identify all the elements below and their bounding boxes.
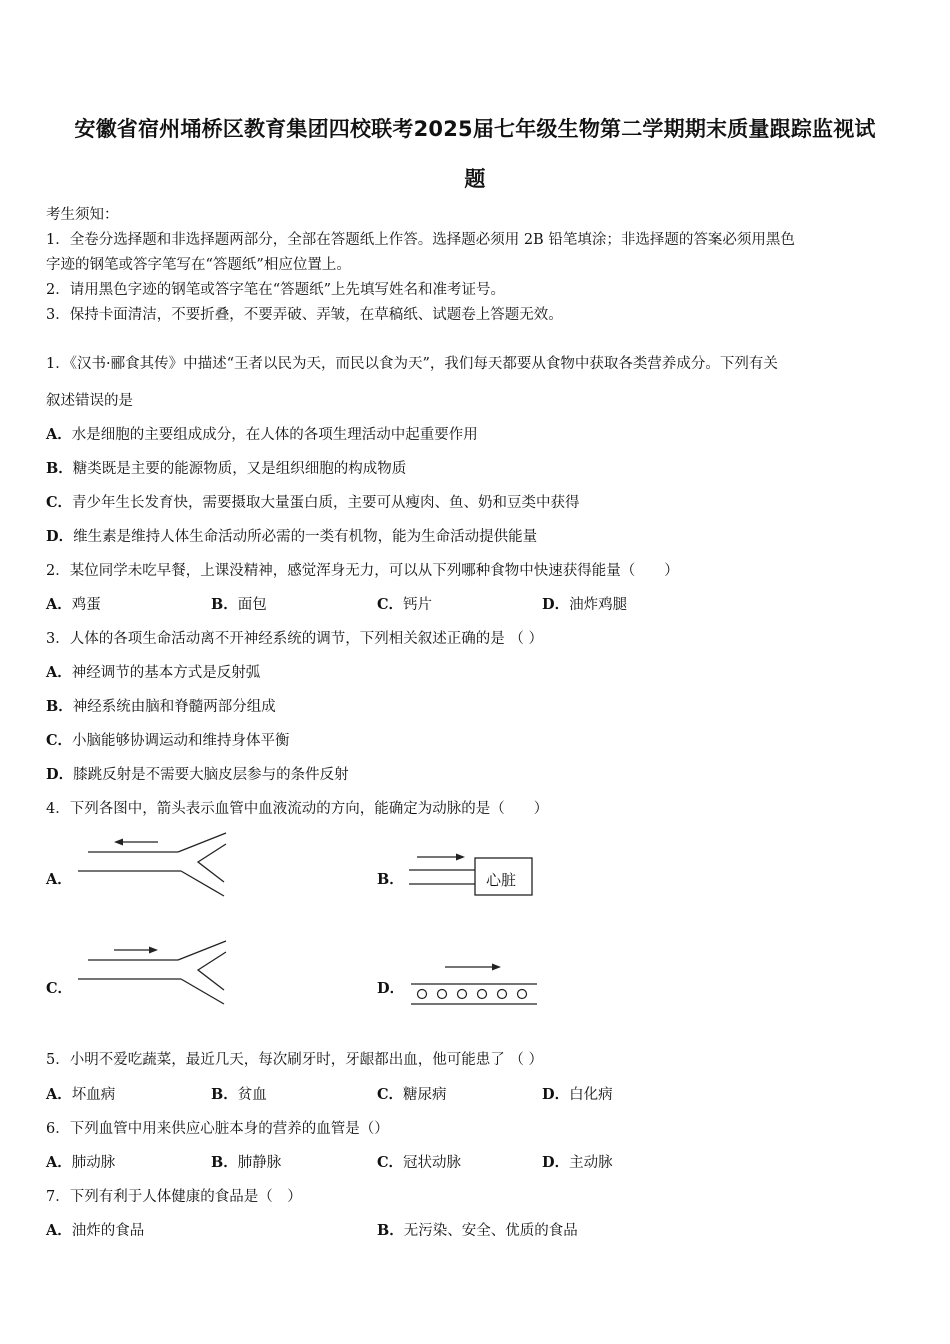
q4-label-d: D．	[377, 980, 405, 997]
option-label: D．	[46, 766, 74, 783]
q7-option-b	[377, 1219, 578, 1240]
q1-option-d	[46, 525, 537, 546]
q5-option-d	[542, 1083, 613, 1104]
option-label: B．	[211, 1086, 238, 1103]
option-text: 油炸鸡腿	[569, 597, 628, 613]
option-text: 白化病	[569, 1087, 613, 1103]
notice-item-1a: 1．全卷分选择题和非选择题两部分，全部在答题纸上作答。选择题必须用 2B 铅笔填涂；非选择题的答案必须用黑色	[46, 232, 795, 248]
q3-option-d	[46, 763, 349, 784]
option-label: A．	[46, 1086, 72, 1103]
exam-title-line2: 题	[464, 167, 486, 191]
q4-label-b: B．	[377, 871, 404, 888]
option-text: 无污染、安全、优质的食品	[403, 1223, 578, 1239]
option-label: B．	[211, 1154, 238, 1171]
option-text: 神经调节的基本方式是反射弧	[71, 665, 261, 681]
option-text: 小脑能够协调运动和维持身体平衡	[72, 733, 290, 749]
option-label: D．	[542, 1086, 570, 1103]
option-text: 主动脉	[569, 1155, 613, 1171]
q4-label-a: A．	[46, 871, 72, 888]
q4-stem: 4．下列各图中，箭头表示血管中血液流动的方向，能确定为动脉的是（ ）	[46, 801, 549, 817]
q5-option-c	[377, 1083, 447, 1104]
q5-option-b	[211, 1083, 267, 1104]
option-label: A．	[46, 426, 72, 443]
option-label: D．	[542, 596, 570, 613]
q3-stem: 3．人体的各项生命活动离不开神经系统的调节，下列相关叙述正确的是 （ ）	[46, 631, 543, 647]
q3-option-a	[46, 661, 260, 682]
q3-option-c	[46, 729, 290, 750]
notice-heading: 考生须知：	[46, 207, 119, 223]
option-label: B．	[46, 698, 73, 715]
option-label: A．	[46, 1154, 72, 1171]
figure-a-vessel-branch	[78, 830, 228, 900]
option-label: B．	[377, 1222, 404, 1239]
q6-option-c	[377, 1151, 461, 1172]
option-text: 肺动脉	[71, 1155, 116, 1171]
option-text: 钙片	[403, 597, 433, 613]
exam-title-line1: 安徽省宿州埇桥区教育集团四校联考2025届七年级生物第二学期期末质量跟踪监视试	[74, 117, 876, 141]
option-text: 维生素是维持人体生命活动所必需的一类有机物，能为生命活动提供能量	[73, 529, 538, 545]
option-label: B．	[211, 596, 238, 613]
q2-option-d	[542, 593, 627, 614]
q2-option-c	[377, 593, 432, 614]
notice-item-1b: 字迹的钢笔或答字笔写在“答题纸”相应位置上。	[46, 257, 351, 273]
option-label: C．	[377, 596, 404, 613]
option-label: C．	[46, 732, 73, 749]
q2-option-a	[46, 593, 101, 614]
notice-item-3: 3．保持卡面清洁，不要折叠，不要弄破、弄皱，在草稿纸、试题卷上答题无效。	[46, 307, 563, 323]
option-label: A．	[46, 596, 72, 613]
option-label: A．	[46, 1222, 72, 1239]
q6-option-b	[211, 1151, 281, 1172]
q4-label-c: C．	[46, 980, 73, 997]
notice-item-2: 2．请用黑色字迹的钢笔或答字笔在“答题纸”上先填写姓名和准考证号。	[46, 282, 506, 298]
q5-stem: 5．小明不爱吃蔬菜，最近几天，每次刷牙时，牙龈都出血，他可能患了 （ ）	[46, 1052, 543, 1068]
q1-option-a	[46, 423, 478, 444]
option-text: 糖尿病	[403, 1087, 447, 1103]
q1-option-b	[46, 457, 406, 478]
q6-stem: 6．下列血管中用来供应心脏本身的营养的血管是（）	[46, 1121, 389, 1137]
option-text: 面包	[237, 597, 267, 613]
q6-option-d	[542, 1151, 613, 1172]
q7-option-a	[46, 1219, 144, 1240]
q5-option-a	[46, 1083, 115, 1104]
option-label: C．	[377, 1154, 404, 1171]
figure-b-vessel-to-heart	[409, 848, 539, 900]
option-text: 肺静脉	[237, 1155, 282, 1171]
option-label: A．	[46, 664, 72, 681]
q3-option-b	[46, 695, 276, 716]
q2-stem: 2．某位同学未吃早餐，上课没精神，感觉浑身无力，可以从下列哪种食物中快速获得能量（ ）	[46, 563, 679, 579]
q7-stem: 7．下列有利于人体健康的食品是（ ）	[46, 1189, 302, 1205]
option-label: C．	[46, 494, 73, 511]
option-text: 神经系统由脑和脊髓两部分组成	[72, 699, 276, 715]
option-text: 青少年生长发育快，需要摄取大量蛋白质，主要可从瘦肉、鱼、奶和豆类中获得	[72, 495, 580, 511]
option-text: 膝跳反射是不需要大脑皮层参与的条件反射	[73, 767, 349, 783]
option-text: 糖类既是主要的能源物质，又是组织细胞的构成物质	[72, 461, 407, 477]
option-text: 坏血病	[71, 1087, 116, 1103]
heart-label: 心脏	[486, 871, 517, 889]
option-text: 鸡蛋	[71, 597, 101, 613]
q1-option-c	[46, 491, 580, 512]
figure-c-vessel-branch	[78, 938, 228, 1008]
option-text: 水是细胞的主要组成成分，在人体的各项生理活动中起重要作用	[71, 427, 478, 443]
option-text: 油炸的食品	[71, 1223, 145, 1239]
q6-option-a	[46, 1151, 115, 1172]
option-label: D．	[46, 528, 74, 545]
option-text: 冠状动脉	[403, 1155, 462, 1171]
q2-option-b	[211, 593, 267, 614]
option-text: 贫血	[237, 1087, 267, 1103]
option-label: C．	[377, 1086, 404, 1103]
q1-stem-b: 叙述错误的是	[46, 393, 133, 409]
figure-d-capillary	[409, 958, 541, 1008]
option-label: D．	[542, 1154, 570, 1171]
q1-stem-a: 1．《汉书·郦食其传》中描述“王者以民为天，而民以食为天”，我们每天都要从食物中获取各类营养成分。下列有关	[46, 356, 778, 372]
option-label: B．	[46, 460, 73, 477]
